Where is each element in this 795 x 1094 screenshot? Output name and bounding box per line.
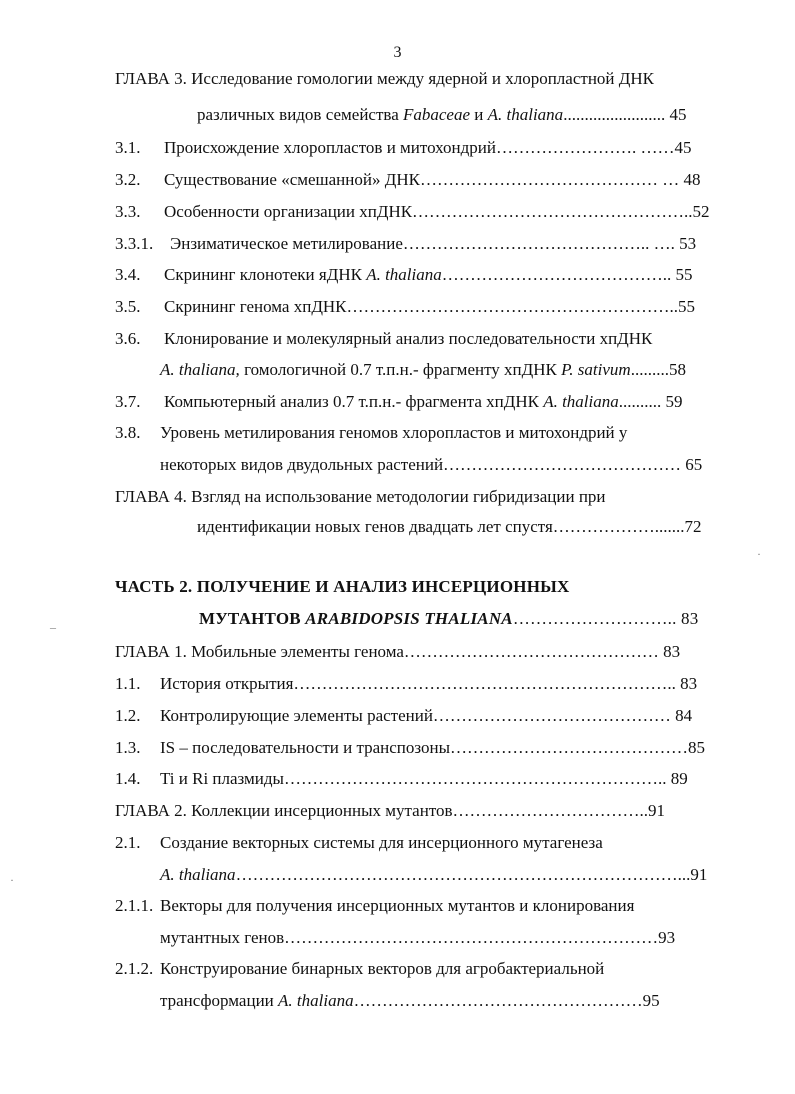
toc-entry-1-3: IS – последовательности и транспозоны……………………………………85: [160, 738, 706, 757]
toc-entry-3-3: Особенности организации хпДНК…………………………………………..52: [164, 202, 710, 221]
toc-entry-3-7: Компьютерный анализ 0.7 т.п.н.- фрагмента хпДНК A. thaliana.......... 59: [164, 392, 683, 411]
toc-chapter-4-title: ГЛАВА 4. Взгляд на использование методологии гибридизации при: [115, 487, 606, 506]
toc-entry-1-2: Контролирующие элементы растений…………………………………… 84: [160, 706, 693, 725]
toc-number: 3.1.: [115, 138, 141, 157]
toc-number: 3.6.: [115, 329, 141, 348]
toc-entry-3-6-cont: A. thaliana, гомологичной 0.7 т.п.н.- фрагменту хпДНК P. sativum.........58: [160, 360, 686, 379]
toc-number: 3.5.: [115, 297, 141, 316]
toc-entry-1-4: Ti и Ri плазмиды………………………………………………………….. 89: [160, 769, 688, 788]
page-number: 3: [393, 44, 402, 61]
toc-chapter-2-title: ГЛАВА 2. Коллекции инсерционных мутантов……………………………..91: [115, 801, 666, 820]
toc-part-2-title-cont: МУТАНТОВ ARABIDOPSIS THALIANA……………………….. 83: [199, 609, 699, 628]
toc-entry-3-3-1: Энзиматическое метилирование…………………………………….. …. 53: [170, 234, 697, 253]
toc-entry-2-1-2: Конструирование бинарных векторов для агробактериальной: [160, 959, 605, 978]
toc-number: 1.3.: [115, 738, 141, 757]
toc-chapter-3-title-cont: различных видов семейства Fabaceae и A. thaliana........................ 45: [197, 105, 687, 124]
toc-chapter-1-title: ГЛАВА 1. Мобильные элементы генома……………………………………… 83: [115, 642, 681, 661]
toc-entry-2-1: Создание векторных системы для инсерционного мутагенеза: [160, 833, 603, 852]
toc-part-2-title: ЧАСТЬ 2. ПОЛУЧЕНИЕ И АНАЛИЗ ИНСЕРЦИОННЫХ: [115, 577, 570, 596]
toc-chapter-4-title-cont: идентификации новых генов двадцать лет спустя……………….......72: [197, 517, 702, 536]
toc-number: 2.1.: [115, 833, 141, 852]
toc-number: 2.1.2.: [115, 959, 154, 978]
toc-number: 1.4.: [115, 769, 141, 788]
toc-entry-3-8-cont: некоторых видов двудольных растений…………………………………… 65: [160, 455, 703, 474]
scan-mark: ·: [757, 547, 761, 561]
toc-entry-2-1-1: Векторы для получения инсерционных мутантов и клонирования: [160, 896, 635, 915]
toc-entry-3-2: Существование «смешанной» ДНК…………………………………… … 48: [164, 170, 701, 189]
toc-number: 2.1.1.: [115, 896, 154, 915]
scan-mark: ·: [10, 873, 14, 887]
toc-entry-2-1-2-cont: трансформации A. thaliana……………………………………………95: [160, 991, 660, 1010]
toc-chapter-3-title: ГЛАВА 3. Исследование гомологии между ядерной и хлоропластной ДНК: [115, 69, 654, 88]
toc-entry-3-5: Скрининг генома хпДНК…………………………………………………..55: [164, 297, 696, 316]
toc-entry-3-6: Клонирование и молекулярный анализ последовательности хпДНК: [164, 329, 653, 348]
toc-number: 3.3.1.: [115, 234, 154, 253]
toc-number: 1.1.: [115, 674, 141, 693]
toc-number: 3.7.: [115, 392, 141, 411]
toc-number: 1.2.: [115, 706, 141, 725]
toc-number: 3.4.: [115, 265, 141, 284]
toc-number: 3.8.: [115, 423, 141, 442]
toc-entry-2-1-1-cont: мутантных генов…………………………………………………………93: [160, 928, 676, 947]
toc-entry-3-8: Уровень метилирования геномов хлоропластов и митохондрий у: [160, 423, 628, 442]
toc-entry-2-1-cont: A. thaliana……………………………………………………………………...91: [160, 865, 708, 884]
toc-entry-3-1: Происхождение хлоропластов и митохондрий……………………. ……45: [164, 138, 692, 157]
toc-number: 3.2.: [115, 170, 141, 189]
toc-number: 3.3.: [115, 202, 141, 221]
toc-entry-3-4: Скрининг клонотеки яДНК A. thaliana………………………………….. 55: [164, 265, 693, 284]
scan-mark: –: [50, 620, 56, 634]
toc-entry-1-1: История открытия………………………………………………………….. 83: [160, 674, 698, 693]
